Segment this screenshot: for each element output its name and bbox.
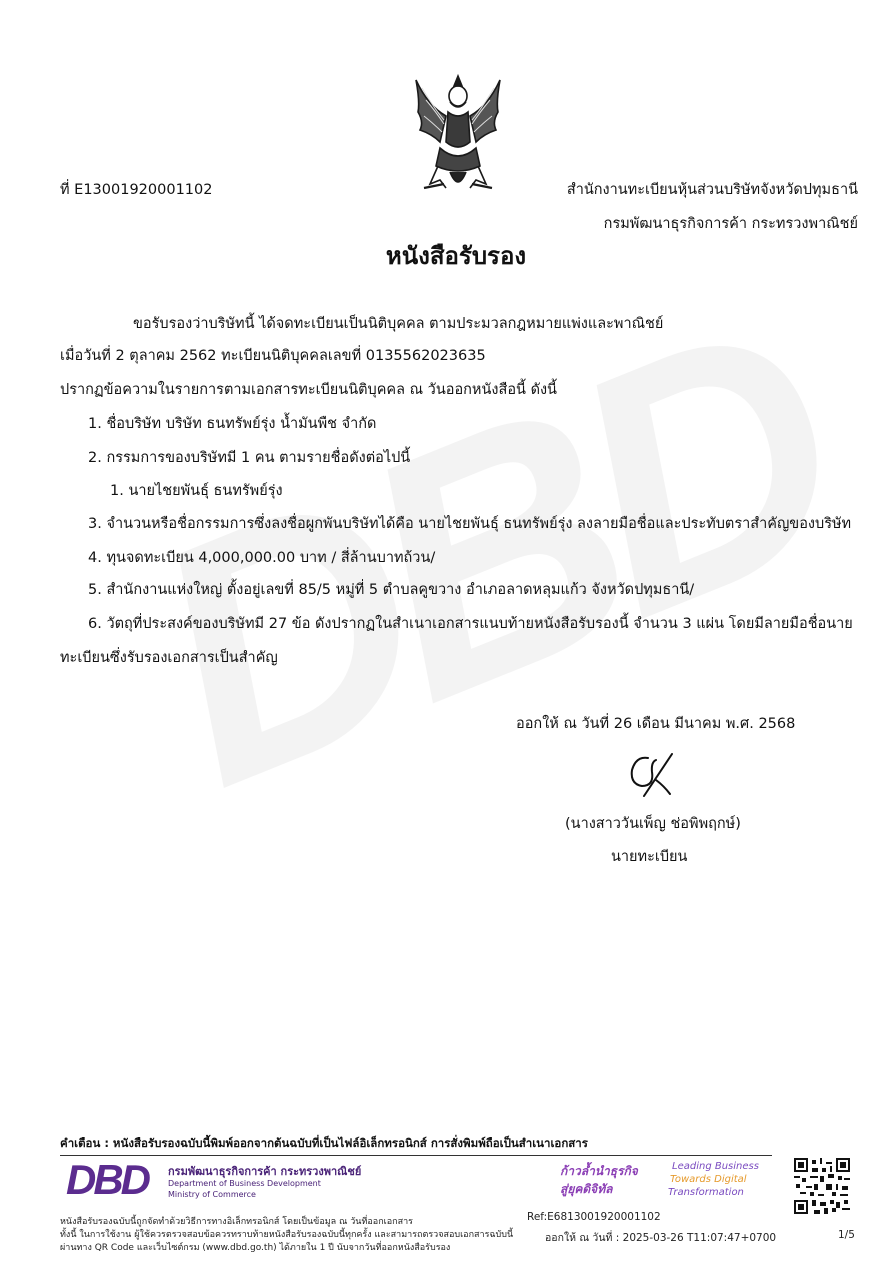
intro-line3: ปรากฏข้อความในรายการตามเอกสารทะเบียนนิติบุคคล ณ วันออกหนังสือนี้ ดังนี้ [60, 382, 557, 398]
reference-number: Ref:E6813001920001102 [527, 1211, 661, 1223]
item-directors: 2. กรรมการของบริษัทมี 1 คน ตามรายชื่อดังต่อไปนี้ [88, 450, 411, 466]
slogan-en-line1: Leading Business [672, 1161, 759, 1172]
issued-timestamp: ออกให้ ณ วันที่ : 2025-03-26 T11:07:47+0700 [545, 1232, 777, 1244]
footer-note-line1: หนังสือรับรองฉบับนี้ถูกจัดทำด้วยวิธีการทางอิเล็กทรอนิกส์ โดยเป็นข้อมูล ณ วันที่ออกเอกสาร [60, 1217, 413, 1227]
registrar-position: นายทะเบียน [611, 849, 688, 865]
slogan-en-line3: Transformation [668, 1187, 744, 1198]
item-signing-authority: 3. จำนวนหรือชื่อกรรมการซึ่งลงชื่อผูกพันบริษัทได้คือ นายไชยพันธุ์ ธนทรัพย์รุ่ง ลงลายมือชื่อและประทับตราสำคัญของบริษัท [88, 516, 852, 532]
registrar-name: (นางสาววันเพ็ญ ช่อพิพฤกษ์) [565, 816, 741, 832]
intro-line2: เมื่อวันที่ 2 ตุลาคม 2562 ทะเบียนนิติบุคคลเลขที่ 0135562023635 [60, 348, 486, 364]
office-name-line2: กรมพัฒนาธุรกิจการค้า กระทรวงพาณิชย์ [603, 216, 858, 232]
footer-divider [60, 1155, 772, 1156]
item-registered-capital: 4. ทุนจดทะเบียน 4,000,000.00 บาท / สี่ล้านบาทถ้วน/ [88, 550, 436, 566]
slogan-th-line2: สู่ยุคดิจิทัล [560, 1182, 613, 1196]
intro-line1: ขอรับรองว่าบริษัทนี้ ได้จดทะเบียนเป็นนิติบุคคล ตามประมวลกฎหมายแพ่งและพาณิชย์ [133, 316, 664, 332]
issue-date: ออกให้ ณ วันที่ 26 เดือน มีนาคม พ.ศ. 2568 [516, 716, 796, 732]
registrar-signature [626, 750, 678, 800]
page-number: 1/5 [838, 1229, 855, 1241]
item-director-1: 1. นายไชยพันธุ์ ธนทรัพย์รุ่ง [110, 483, 283, 499]
item-head-office: 5. สำนักงานแห่งใหญ่ ตั้งอยู่เลขที่ 85/5 หมู่ที่ 5 ตำบลคูขวาง อำเภอลาดหลุมแก้ว จังหวัดปทุมธานี/ [88, 582, 695, 598]
dbd-logo: DBD [66, 1156, 148, 1203]
item-objectives-line1: 6. วัตถุที่ประสงค์ของบริษัทมี 27 ข้อ ดังปรากฏในสำเนาเอกสารแนบท้ายหนังสือรับรองนี้ จำนวน 3 แผ่น โดยมีลายมือชื่อนาย [88, 616, 853, 632]
page-title: หนังสือรับรอง [385, 242, 527, 270]
qr-code-icon[interactable] [794, 1158, 850, 1214]
department-name-th: กรมพัฒนาธุรกิจการค้า กระทรวงพาณิชย์ [168, 1165, 362, 1178]
slogan-en-line2: Towards Digital [670, 1174, 747, 1185]
slogan-th-line1: ก้าวล้ำนำธุรกิจ [560, 1164, 638, 1178]
ministry-name-en: Ministry of Commerce [168, 1190, 256, 1199]
footer-note-line2: ทั้งนี้ ในการใช้งาน ผู้ใช้ควรตรวจสอบข้อควรทราบท้ายหนังสือรับรองฉบับนี้ทุกครั้ง และสามารถตรวจสอบเอกสารฉบับนี้ [60, 1230, 514, 1240]
department-name-en: Department of Business Development [168, 1179, 321, 1188]
item-objectives-line2: ทะเบียนซึ่งรับรองเอกสารเป็นสำคัญ [60, 650, 278, 666]
document-number: ที่ E13001920001102 [60, 182, 213, 198]
garuda-emblem-icon [410, 72, 506, 196]
footer-warning: คำเตือน : หนังสือรับรองฉบับนี้พิมพ์ออกจากต้นฉบับที่เป็นไฟล์อิเล็กทรอนิกส์ การสั่งพิมพ์ถือเป็นสำเนาเอกสาร [60, 1136, 588, 1150]
office-name-line1: สำนักงานทะเบียนหุ้นส่วนบริษัทจังหวัดปทุมธานี [566, 182, 858, 198]
item-company-name: 1. ชื่อบริษัท บริษัท ธนทรัพย์รุ่ง น้ำมันพืช จำกัด [88, 416, 377, 432]
footer-note-line3: ผ่านทาง QR Code และเว็บไซต์กรม (www.dbd.go.th) ได้ภายใน 1 ปี นับจากวันที่ออกหนังสือรับรอง [60, 1243, 451, 1253]
